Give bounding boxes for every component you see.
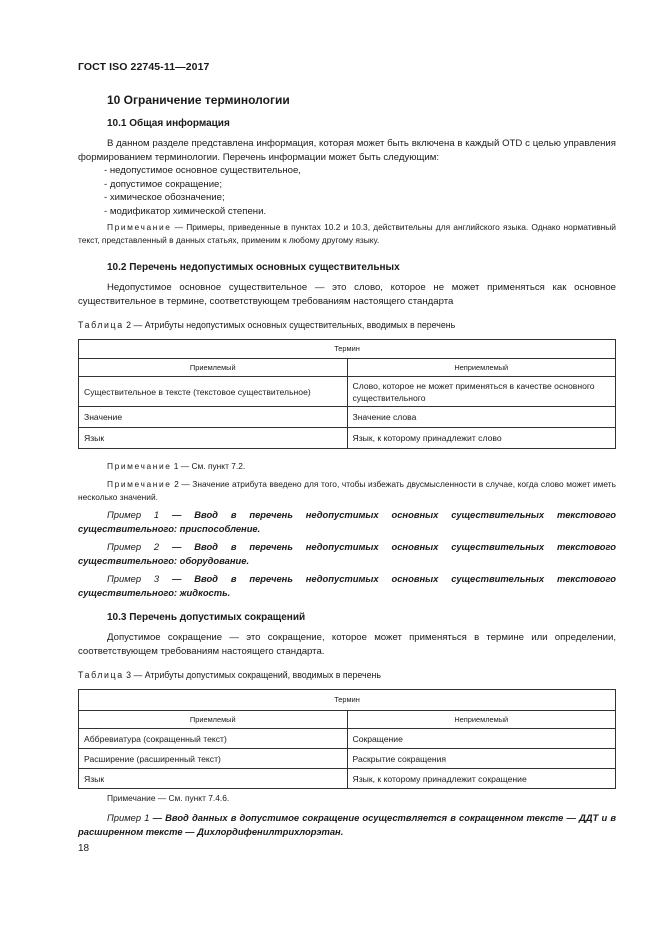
table-row [79, 407, 616, 428]
table-label: Таблица [78, 320, 124, 330]
subsection-title-10-1: 10.1 Общая информация [107, 118, 230, 129]
note-text: 1 — См. пункт 7.2. [171, 461, 246, 471]
table-header-term: Термин [79, 340, 616, 359]
table-cell: Аббревиатура (сокращенный текст) [79, 729, 348, 749]
table-cell: Слово, которое не может применяться в качестве основного существительного [347, 377, 616, 407]
table-cell: Язык [79, 428, 348, 449]
table-cell: Значение слова [347, 407, 616, 428]
table-cell: Сокращение [347, 729, 616, 749]
note-text: — Примеры, приведенные в пунктах 10.2 и 10.3, действительны для английского языка. Однако нормативный текст, представленный в данных статьях, применим к любому другому языку. [78, 222, 616, 245]
table-cell: Язык, к которому принадлежит слово [347, 428, 616, 449]
table-2-caption [78, 320, 455, 330]
table-row [79, 428, 616, 449]
example-text: — Ввод в перечень недопустимых основных существительных текстового существительного: оборудование. [78, 541, 616, 566]
example-label: Пример 1 [107, 812, 150, 823]
paragraph-10-2: Недопустимое основное существительное — это слово, которое не может применяться как основное существительное в термине, соответствующем требованиям настоящего стандарта [78, 282, 616, 307]
table-row [79, 769, 616, 789]
note-1-10-2 [78, 460, 616, 473]
example-2-10-2 [78, 540, 616, 568]
note-text: 2 — Значение атрибута введено для того, чтобы избежать двусмысленности в случае, когда слово может иметь несколько значений. [78, 479, 616, 502]
table-cell: Язык, к которому принадлежит сокращение [347, 769, 616, 789]
table-cell: Язык [79, 769, 348, 789]
table-cell: Значение [79, 407, 348, 428]
example-text: — Ввод в перечень недопустимых основных существительных текстового существительного: приспособление. [78, 509, 616, 534]
list-item: - модификатор химической степени. [104, 206, 267, 218]
example-text: — Ввод в перечень недопустимых основных существительных текстового существительного: жидкость. [78, 573, 616, 598]
table-header-unacceptable: Неприемлемый [347, 359, 616, 377]
table-row [79, 729, 616, 749]
example-label: Пример 3 [107, 573, 160, 584]
table-caption-text: 3 — Атрибуты допустимых сокращений, вводимых в перечень [123, 670, 381, 680]
paragraph-10-1: В данном разделе представлена информация, которая может быть включена в каждый OTD с целью управления формированием терминологии. Перечень информации может быть следующим: [78, 138, 616, 163]
example-label: Пример 1 [107, 509, 160, 520]
table-2 [78, 339, 616, 449]
list-item: - допустимое сокращение; [104, 178, 223, 190]
note-2-10-2 [78, 478, 616, 504]
subsection-title-10-3: 10.3 Перечень допустимых сокращений [107, 612, 306, 623]
list-item: - недопустимое основное существительное, [104, 165, 301, 176]
table-caption-text: 2 — Атрибуты недопустимых основных существительных, вводимых в перечень [123, 320, 456, 330]
example-label: Пример 2 [107, 541, 160, 552]
note-10-1 [78, 221, 616, 247]
table-cell: Расширение (расширенный текст) [79, 749, 348, 769]
note-label: Примечание [107, 479, 172, 489]
example-1-10-3 [78, 811, 616, 839]
table-cell: Существительное в тексте (текстовое существительное) [79, 377, 348, 407]
information-list [104, 164, 301, 219]
table-header-acceptable: Приемлемый [79, 359, 348, 377]
section-title: 10 Ограничение терминологии [107, 93, 290, 107]
table-cell: Раскрытие сокращения [347, 749, 616, 769]
example-3-10-2 [78, 572, 616, 600]
table-3 [78, 689, 616, 789]
paragraph-10-3: Допустимое сокращение — это сокращение, которое может применяться в термине или определении, соответствующем требованиям настоящего стандарта. [78, 632, 616, 657]
table-row [79, 749, 616, 769]
table-row [79, 377, 616, 407]
table-label: Таблица [78, 670, 124, 680]
table-3-caption [78, 670, 381, 680]
note-label: Примечание [107, 222, 172, 232]
table-header-acceptable: Приемлемый [79, 711, 348, 729]
example-1-10-2 [78, 508, 616, 536]
document-header: ГОСТ ISO 22745-11—2017 [78, 61, 210, 73]
note-10-3: Примечание — См. пункт 7.4.6. [107, 793, 230, 803]
table-header-unacceptable: Неприемлемый [347, 711, 616, 729]
note-label: Примечание [107, 461, 172, 471]
example-text: — Ввод данных в допустимое сокращение осуществляется в сокращенном тексте — ДДТ и в расширенном тексте — Дихлордифенилтрихлорэтан. [78, 812, 616, 837]
page-number: 18 [78, 843, 90, 854]
subsection-title-10-2: 10.2 Перечень недопустимых основных существительных [107, 262, 400, 273]
table-header-term: Термин [79, 690, 616, 711]
list-item: - химическое обозначение; [104, 192, 225, 204]
